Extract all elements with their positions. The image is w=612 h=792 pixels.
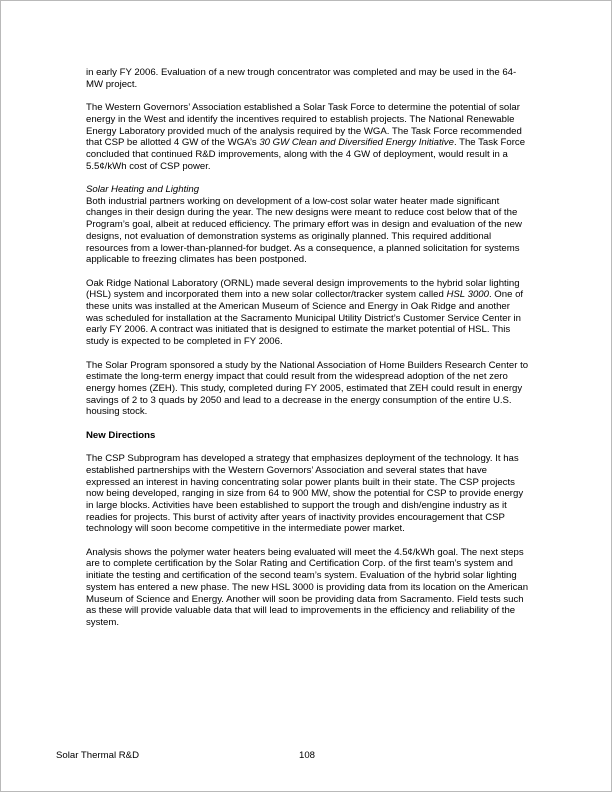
page-footer <box>1 750 612 764</box>
body-paragraph-4 <box>86 278 529 348</box>
heading-text: Solar Heating and Lighting <box>86 184 200 195</box>
section-heading-solar-heating-and-lighting <box>86 184 529 196</box>
body-paragraph-3 <box>86 196 529 266</box>
italic-title-run: HSL 3000 <box>446 289 489 301</box>
body-paragraph-1 <box>86 67 529 90</box>
footer-page-number: 108 <box>298 750 315 761</box>
paragraph-text: Both industrial partners working on development of a low-cost solar water heater made significant changes in their design during the year. The new designs were meant to reduce cost below that of the Program’s goal, albeit at reduced efficiency. The primary effort was in design and evaluation of the new designs, not evaluation of demonstration systems as originally planned. This required additional resources from a lower-than-planned-for budget. As a consequence, a planned solicitation for systems applicable to freezing climates has been postponed. <box>86 195 522 266</box>
body-paragraph-7 <box>86 547 529 629</box>
body-paragraph-2 <box>86 102 529 172</box>
page-content <box>86 67 529 640</box>
paragraph-text: The Western Governors’ Association established a Solar Task Force to determine the potential of solar energy in the West and identify the incentives required to establish projects. The National Renewable Energy Laboratory provided much of the analysis required by the WGA. The Task Force recommended that CSP be allotted 4 GW of the WGA’s <box>86 102 522 149</box>
italic-title-run: 30 GW Clean and Diversified Energy Initiative <box>259 137 454 149</box>
paragraph-text: in early FY 2006. Evaluation of a new trough concentrator was completed and may be used in the 64-MW project. <box>86 67 517 90</box>
paragraph-text: Oak Ridge National Laboratory (ORNL) made several design improvements to the hybrid solar lighting (HSL) system and incorporated them into a new solar collector/tracker system called <box>86 277 520 301</box>
paragraph-text: Analysis shows the polymer water heaters being evaluated will meet the 4.5¢/kWh goal. The next steps are to complete certification by the Solar Rating and Certification Corp. of the first team’s system and initiate the testing and certification of the second team’s system. Evaluation of the hybrid solar lighting system has entered a new phase. The new HSL 3000 is providing data from its location on the American Museum of Science and Energy. Another will soon be providing data from Sacramento. Field tests such as these will provide valuable data that will lead to improvements in the efficiency and reliability of the system. <box>86 546 529 628</box>
body-paragraph-6 <box>86 453 529 535</box>
heading-text: New Directions <box>86 429 156 441</box>
paragraph-text: . The Task Force concluded that continued R&D improvements, along with the 4 GW of deployment, would result in a 5.5¢/kWh cost of CSP power. <box>86 137 526 172</box>
section-heading-new-directions <box>86 430 529 442</box>
body-paragraph-5 <box>86 360 529 419</box>
footer-section-title: Solar Thermal R&D <box>56 750 139 761</box>
paragraph-text: The Solar Program sponsored a study by the National Association of Home Builders Research Center to estimate the long-term energy impact that could result from the widespread adoption of the net zero energy homes (ZEH). This study, completed during FY 2005, estimated that ZEH could result in energy savings of 2 to 3 quads by 2050 and lead to a decrease in the energy consumption of the entire U.S. housing stock. <box>86 359 529 418</box>
paragraph-text: . One of these units was installed at the American Museum of Science and Energy in Oak Ridge and another was scheduled for installation at the Sacramento Municipal Utility District’s Customer Service Center in early FY 2006. A contract was initiated that is designed to estimate the market potential of HSL. This study is expected to be completed in FY 2006. <box>86 289 524 348</box>
paragraph-text: The CSP Subprogram has developed a strategy that emphasizes deployment of the technology. It has established partnerships with the Western Governors’ Association and several states that have expressed an interest in having concentrating solar power plants built in their state. The CSP projects now being developed, ranging in size from 64 to 900 MW, show the potential for CSP to provide energy in large blocks. Activities have been established to support the trough and dish/engine industry as it readies for projects. This burst of activity after years of inactivity provides encouragement that CSP technology will soon become competitive in the intermediate power market. <box>86 453 524 535</box>
